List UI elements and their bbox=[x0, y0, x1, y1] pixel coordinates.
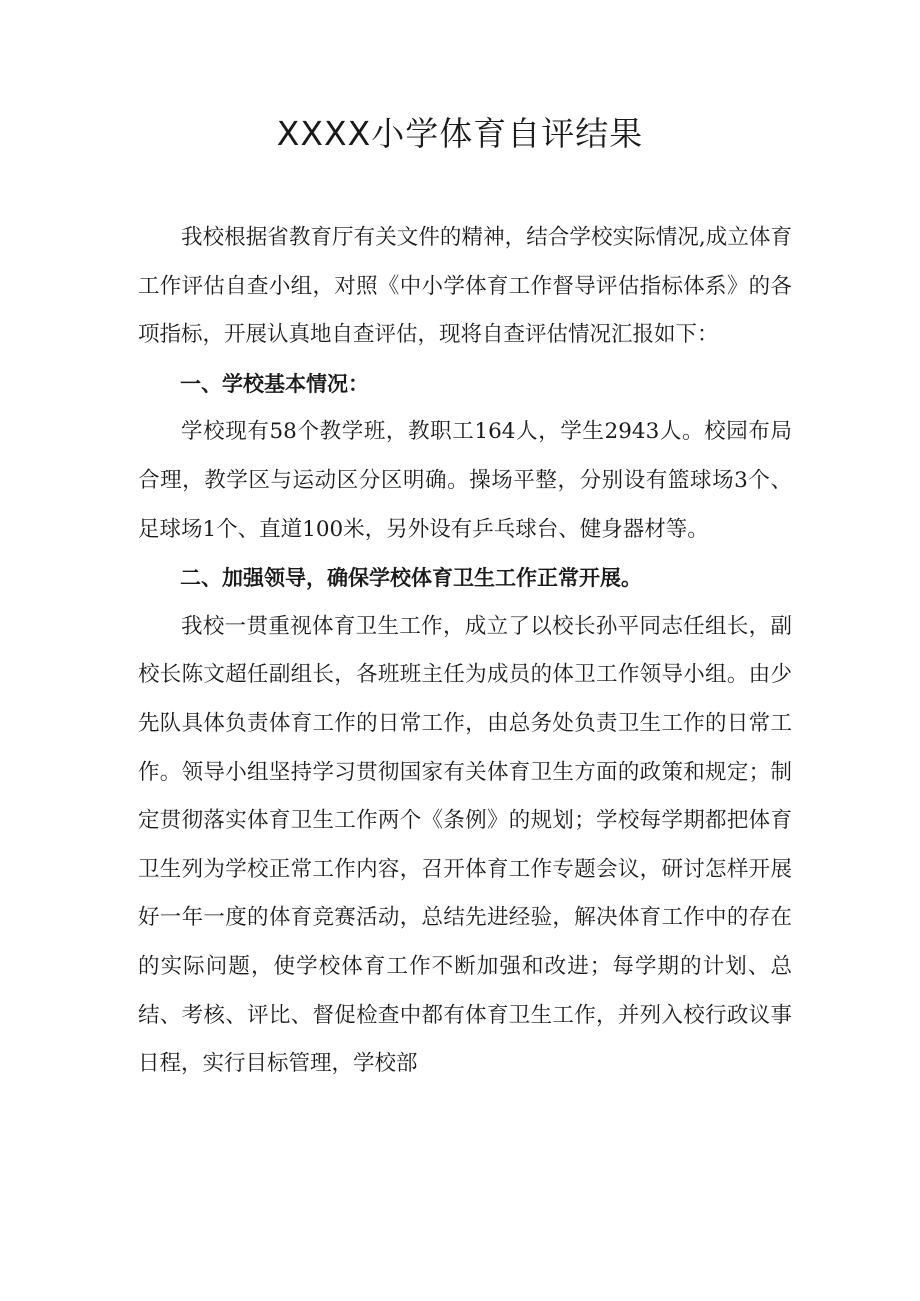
leadership-paragraph: 我校一贯重视体育卫生工作，成立了以校长孙平同志任组长，副校长陈文超任副组长，各班班主任为成员的体卫工作领导小组。由少先队具体负责体育工作的日常工作，由总务处负责卫生工作的日常工作。领导小组坚持学习贯彻国家有关体育卫生方面的政策和规定；制定贯彻落实体育卫生工作两个《条例》的规划；学校每学期都把体育卫生列为学校正常工作内容，召开体育工作专题会议，研讨怎样开展好一年一度的体育竞赛活动，总结先进经验，解决体育工作中的存在的实际问题，使学校体育工作不断加强和改进；每学期的计划、总结、考核、评比、督促检查中都有体育卫生工作，并列入校行政议事日程，实行目标管理，学校部 bbox=[138, 613, 792, 1077]
intro-paragraph: 我校根据省教育厅有关文件的精神，结合学校实际情况,成立体育工作评估自查小组，对照《中小学体育工作督导评估指标体系》的各项指标，开展认真地自查评估，现将自查评估情况汇报如下： bbox=[138, 225, 792, 348]
section-heading-basic-info: 一、学校基本情况： bbox=[180, 371, 369, 396]
document-title: XXXX小学体育自评结果 bbox=[276, 114, 644, 153]
document-body bbox=[138, 214, 792, 1089]
section-heading-leadership: 二、加强领导，确保学校体育卫生工作正常开展。 bbox=[180, 566, 642, 591]
basic-info-paragraph: 学校现有58个教学班，教职工164人，学生2943人。校园布局合理，教学区与运动区分区明确。操场平整，分别设有篮球场3个、足球场1个、直道100米，另外设有乒乓球台、健身器材等。 bbox=[138, 419, 792, 542]
